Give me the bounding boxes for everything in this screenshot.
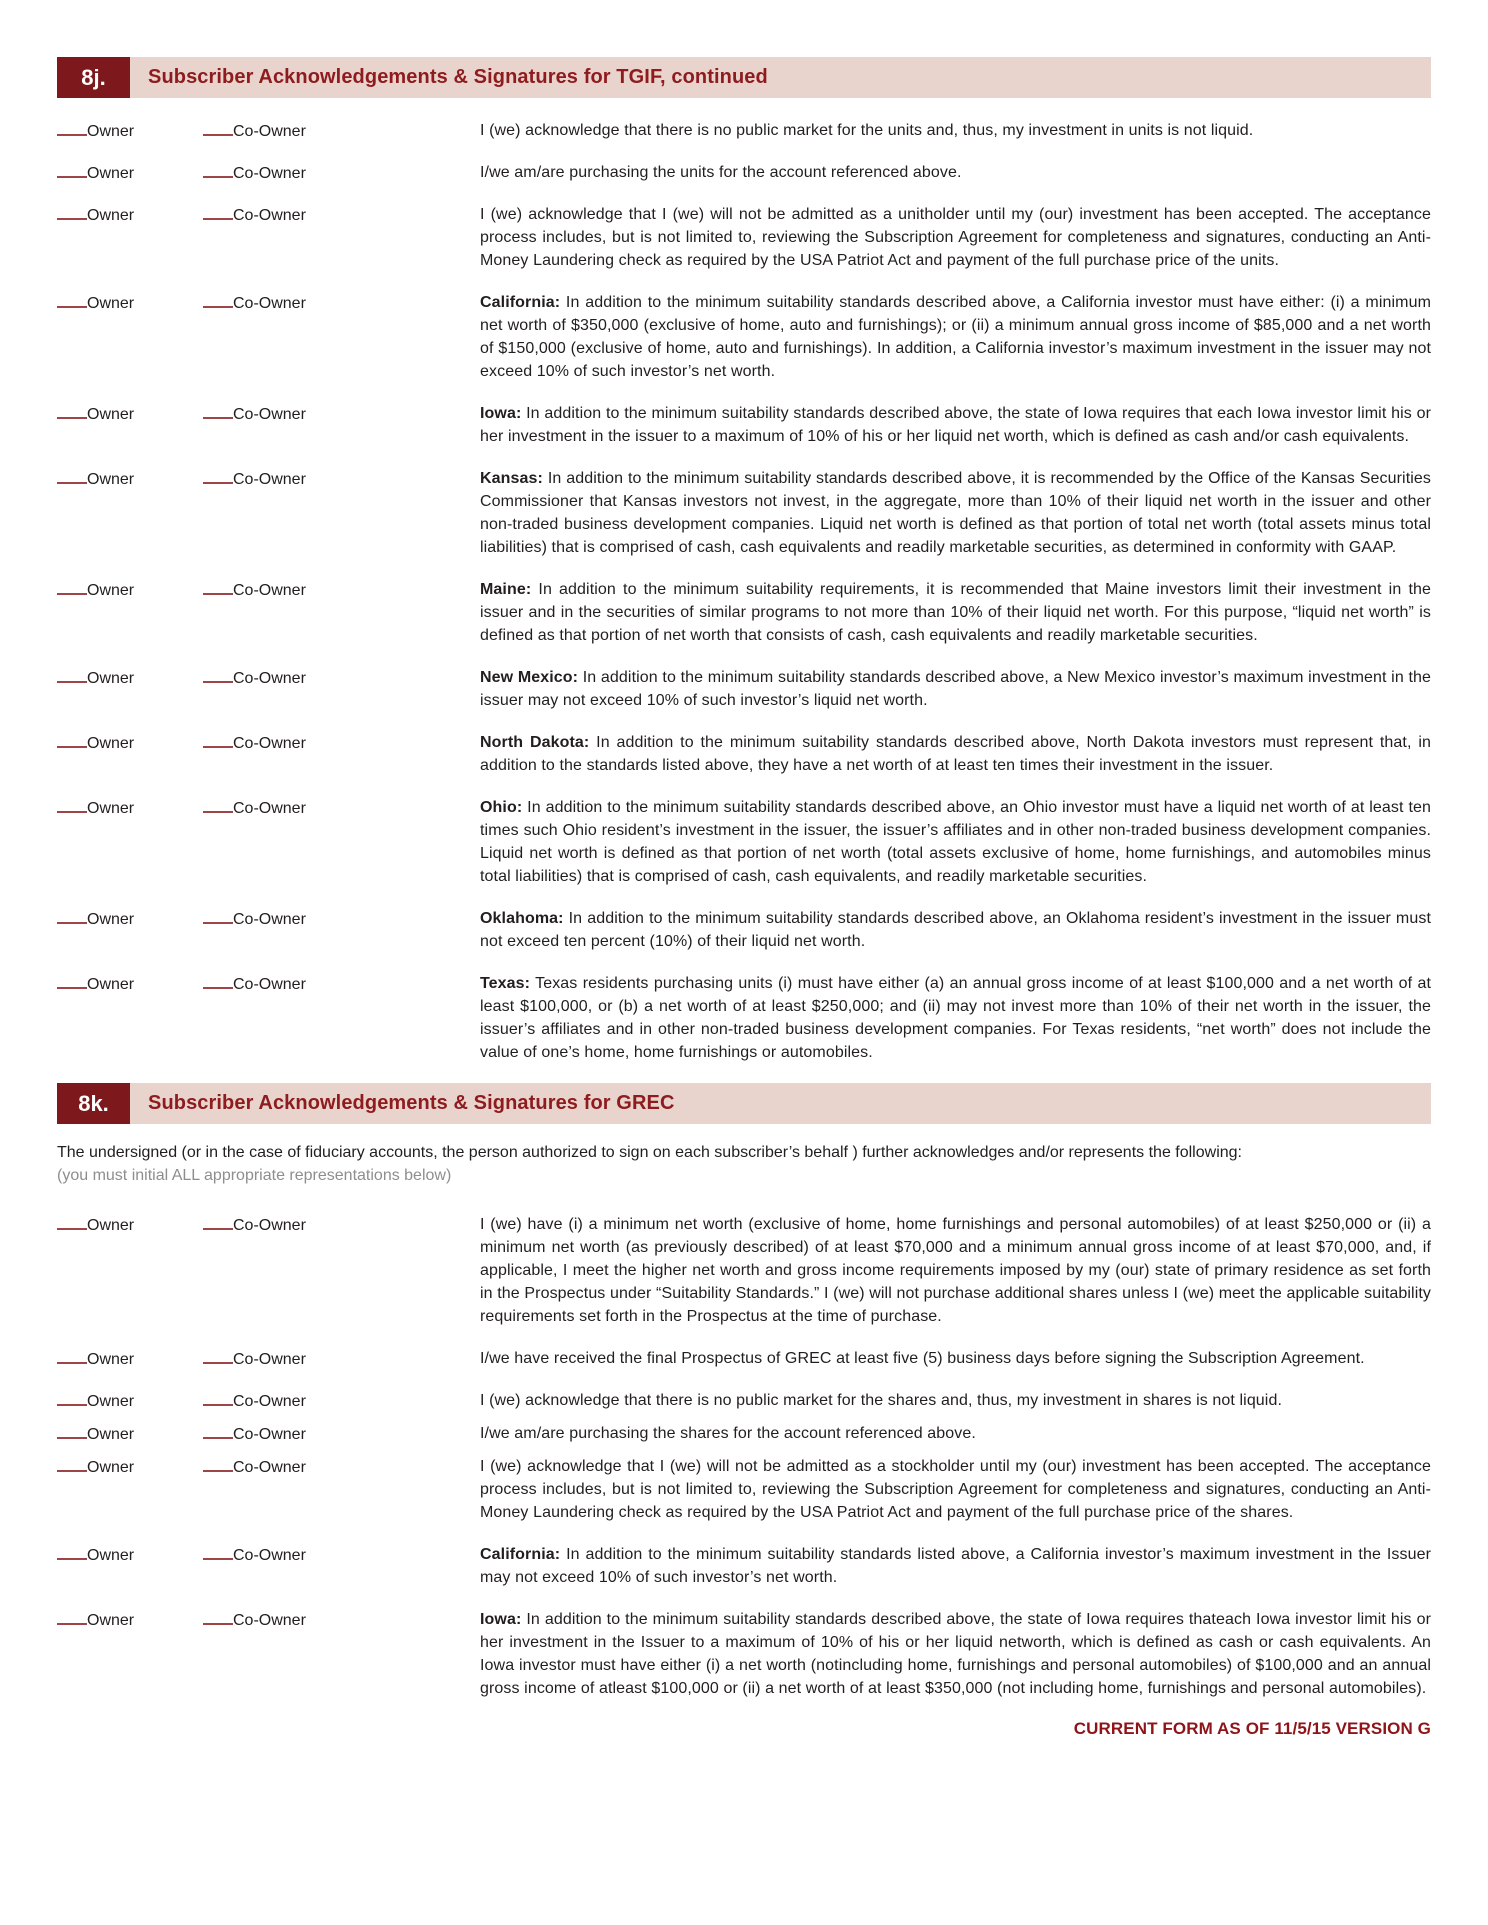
co-owner-initial-line[interactable] (203, 1213, 233, 1230)
acknowledgement-text (480, 796, 1431, 888)
acknowledgement-text (480, 731, 1431, 777)
owner-initial-line[interactable] (57, 1543, 87, 1560)
state-name-bold: Iowa: (480, 405, 522, 422)
acknowledgement-row (57, 119, 1431, 142)
acknowledgement-row (57, 291, 1431, 383)
acknowledgement-body: In addition to the minimum suitability standards described above, a New Mexico investor’s maximum investment in the issuer may not exceed 10% of such investor’s liquid net worth. (480, 669, 1432, 709)
co-owner-initial-field[interactable] (203, 578, 480, 647)
acknowledgement-body: I/we am/are purchasing the shares for the account referenced above. (480, 1425, 976, 1442)
acknowledgement-row (57, 1213, 1431, 1328)
section-8j-rows (57, 119, 1431, 1064)
owner-initial-line[interactable] (57, 1455, 87, 1472)
owner-label: Owner (87, 123, 135, 140)
co-owner-initial-field[interactable] (203, 907, 480, 953)
co-owner-initial-field[interactable] (203, 291, 480, 383)
co-owner-label: Co-Owner (233, 471, 306, 488)
co-owner-label: Co-Owner (233, 1547, 306, 1564)
co-owner-initial-field[interactable] (203, 1543, 480, 1589)
owner-label: Owner (87, 1459, 135, 1476)
form-version-text: CURRENT FORM AS OF 11/5/15 VERSION G (1073, 1719, 1431, 1738)
acknowledgement-row (57, 402, 1431, 448)
owner-label: Owner (87, 911, 135, 928)
section-title-8j: Subscriber Acknowledgements & Signatures for TGIF, continued (148, 66, 768, 88)
owner-label: Owner (87, 582, 135, 599)
owner-initial-field[interactable] (57, 907, 203, 953)
co-owner-initial-field[interactable] (203, 1422, 480, 1445)
co-owner-label: Co-Owner (233, 911, 306, 928)
state-name-bold: North Dakota: (480, 734, 590, 751)
section-8k-rows (57, 1213, 1431, 1700)
co-owner-initial-line[interactable] (203, 731, 233, 748)
acknowledgement-body: In addition to the minimum suitability standards described above, the state of Iowa requires thateach Iowa investor limit his or her investment in the Issuer to a maximum of 10% of his or her liquid networth, which is defined as cash or cash equivalents. An Iowa investor must have either (i) a net worth (notincluding home, furnishings and personal automobiles) of $100,000 and an annual gross income of atleast $100,000 or (ii) a net worth of at least $350,000 (not including home, furnishings and personal automobiles). (480, 1611, 1431, 1697)
owner-label: Owner (87, 295, 135, 312)
owner-label: Owner (87, 207, 135, 224)
acknowledgement-text (480, 578, 1431, 647)
acknowledgement-text (480, 1389, 1431, 1412)
co-owner-label: Co-Owner (233, 123, 306, 140)
acknowledgement-body: I (we) acknowledge that I (we) will not be admitted as a stockholder until my (our) investment has been accepted. The acceptance process includes, but is not limited to, reviewing the Subscription Agreement for completeness and signatures, conducting an Anti-Money Laundering check as required by the USA Patriot Act and payment of the full purchase price of the shares. (480, 1458, 1431, 1521)
owner-initial-field[interactable] (57, 731, 203, 777)
section-header-8j (57, 57, 1431, 98)
co-owner-label: Co-Owner (233, 735, 306, 752)
co-owner-initial-line[interactable] (203, 972, 233, 989)
co-owner-initial-line[interactable] (203, 1422, 233, 1439)
acknowledgement-body: I/we have received the final Prospectus of GREC at least five (5) business days before signing the Subscription Agreement. (480, 1350, 1365, 1367)
acknowledgement-row (57, 1422, 1431, 1445)
acknowledgement-body: Texas residents purchasing units (i) must have either (a) an annual gross income of at least $100,000 and a net worth of at least $100,000, or (b) a net worth of at least $250,000; and (ii) may not invest more than 10% of their net worth in the issuer, the issuer’s affiliates and in other non-traded business development companies. For Texas residents, “net worth” does not include the value of one’s home, home furnishings or automobiles. (480, 975, 1431, 1061)
acknowledgement-row (57, 161, 1431, 184)
co-owner-initial-line[interactable] (203, 1543, 233, 1560)
state-name-bold: California: (480, 1546, 561, 1563)
state-name-bold: Maine: (480, 581, 532, 598)
owner-label: Owner (87, 165, 135, 182)
acknowledgement-row (57, 666, 1431, 712)
co-owner-label: Co-Owner (233, 1426, 306, 1443)
co-owner-label: Co-Owner (233, 406, 306, 423)
owner-initial-field[interactable] (57, 972, 203, 1064)
section-title-8k: Subscriber Acknowledgements & Signatures for GREC (148, 1092, 675, 1114)
acknowledgement-text (480, 1422, 1431, 1445)
acknowledgement-body: In addition to the minimum suitability standards described above, it is recommended by the Office of the Kansas Securities Commissioner that Kansas investors not invest, in the aggregate, more than 10% of their liquid net worth in the issuer and other non-traded business development companies. Liquid net worth is defined as that portion of total net worth (total assets minus total liabilities) that is comprised of cash, cash equivalents and readily marketable securities, as determined in conformity with GAAP. (480, 470, 1431, 556)
co-owner-label: Co-Owner (233, 670, 306, 687)
owner-label: Owner (87, 471, 135, 488)
owner-initial-field[interactable] (57, 1389, 203, 1412)
co-owner-initial-line[interactable] (203, 203, 233, 220)
acknowledgement-row (57, 731, 1431, 777)
co-owner-initial-field[interactable] (203, 161, 480, 184)
co-owner-initial-field[interactable] (203, 119, 480, 142)
co-owner-label: Co-Owner (233, 1393, 306, 1410)
owner-initial-field[interactable] (57, 578, 203, 647)
co-owner-initial-field[interactable] (203, 666, 480, 712)
owner-label: Owner (87, 976, 135, 993)
acknowledgement-text (480, 402, 1431, 448)
acknowledgement-body: In addition to the minimum suitability requirements, it is recommended that Maine investors limit their investment in the issuer and in the securities of similar programs to not more than 10% of their liquid net worth. For this purpose, “liquid net worth” is defined as that portion of net worth that consists of cash, cash equivalents and readily marketable securities. (480, 581, 1431, 644)
owner-initial-field[interactable] (57, 291, 203, 383)
co-owner-initial-line[interactable] (203, 1608, 233, 1625)
owner-initial-field[interactable] (57, 1213, 203, 1328)
acknowledgement-text (480, 1455, 1431, 1524)
state-name-bold: Iowa: (480, 1611, 522, 1628)
intro-acknowledgement-text: The undersigned (or in the case of fiduciary accounts, the person authorized to sign on each subscriber’s behalf ) further acknowledges and/or represents the following: (57, 1144, 1242, 1161)
co-owner-label: Co-Owner (233, 1612, 306, 1629)
owner-initial-line[interactable] (57, 907, 87, 924)
acknowledgement-body: I/we am/are purchasing the units for the account referenced above. (480, 164, 962, 181)
co-owner-label: Co-Owner (233, 976, 306, 993)
co-owner-label: Co-Owner (233, 1217, 306, 1234)
owner-initial-line[interactable] (57, 666, 87, 683)
owner-label: Owner (87, 1426, 135, 1443)
acknowledgement-body: In addition to the minimum suitability standards described above, North Dakota investors must represent that, in addition to the standards listed above, they have a net worth of at least ten times their investment in the issuer. (480, 734, 1431, 774)
owner-initial-field[interactable] (57, 1543, 203, 1589)
owner-initial-line[interactable] (57, 161, 87, 178)
acknowledgement-text (480, 1347, 1431, 1370)
co-owner-initial-field[interactable] (203, 731, 480, 777)
state-name-bold: Kansas: (480, 470, 543, 487)
co-owner-initial-line[interactable] (203, 666, 233, 683)
co-owner-initial-field[interactable] (203, 1347, 480, 1370)
section-header-8k (57, 1083, 1431, 1124)
co-owner-initial-line[interactable] (203, 796, 233, 813)
owner-initial-line[interactable] (57, 578, 87, 595)
owner-initial-field[interactable] (57, 1347, 203, 1370)
owner-initial-line[interactable] (57, 972, 87, 989)
owner-initial-line[interactable] (57, 1213, 87, 1230)
owner-initial-line[interactable] (57, 1389, 87, 1406)
owner-initial-line[interactable] (57, 119, 87, 136)
owner-initial-line[interactable] (57, 467, 87, 484)
acknowledgement-text (480, 291, 1431, 383)
co-owner-initial-field[interactable] (203, 796, 480, 888)
owner-initial-field[interactable] (57, 203, 203, 272)
owner-initial-field[interactable] (57, 161, 203, 184)
owner-initial-field[interactable] (57, 1455, 203, 1524)
acknowledgement-row (57, 1347, 1431, 1370)
owner-initial-field[interactable] (57, 119, 203, 142)
acknowledgement-body: In addition to the minimum suitability standards described above, an Oklahoma resident’s investment in the issuer must not exceed ten percent (10%) of their liquid net worth. (480, 910, 1431, 950)
owner-initial-line[interactable] (57, 291, 87, 308)
owner-initial-field[interactable] (57, 467, 203, 559)
section-8k (57, 1083, 1431, 1700)
acknowledgement-row (57, 578, 1431, 647)
owner-label: Owner (87, 670, 135, 687)
co-owner-initial-line[interactable] (203, 1455, 233, 1472)
acknowledgement-text (480, 1213, 1431, 1328)
co-owner-initial-line[interactable] (203, 1347, 233, 1364)
owner-label: Owner (87, 1351, 135, 1368)
co-owner-initial-field[interactable] (203, 972, 480, 1064)
co-owner-initial-field[interactable] (203, 203, 480, 272)
co-owner-initial-field[interactable] (203, 467, 480, 559)
co-owner-label: Co-Owner (233, 295, 306, 312)
state-name-bold: Texas: (480, 975, 531, 992)
acknowledgement-text (480, 203, 1431, 272)
acknowledgement-body: I (we) have (i) a minimum net worth (exclusive of home, home furnishings and personal automobiles) of at least $250,000 or (ii) a minimum net worth (as previously described) of at least $70,000 and a minimum annual gross income of at least $70,000, and, if applicable, I meet the higher net worth and gross income requirements imposed by my (our) state of primary residence as set forth in the Prospectus under “Suitability Standards.” I (we) will not purchase additional shares unless I (we) meet the applicable suitability requirements set forth in the Prospectus at the time of purchase. (480, 1216, 1431, 1325)
co-owner-initial-field[interactable] (203, 1455, 480, 1524)
acknowledgement-body: In addition to the minimum suitability standards described above, an Ohio investor must have a liquid net worth of at least ten times such Ohio resident’s investment in the issuer, the issuer’s affiliates and in other non-traded business development companies. Liquid net worth is defined as that portion of net worth (total assets exclusive of home, home furnishings, and automobiles minus total liabilities) that is comprised of cash, cash equivalents, and readily marketable securities. (480, 799, 1431, 885)
owner-initial-line[interactable] (57, 1347, 87, 1364)
co-owner-initial-line[interactable] (203, 1389, 233, 1406)
state-name-bold: California: (480, 294, 561, 311)
acknowledgement-body: In addition to the minimum suitability standards described above, a California investor must have either: (i) a minimum net worth of $350,000 (exclusive of home, auto and furnishings); or (ii) a minimum annual gross income of $85,000 and a net worth of $150,000 (exclusive of home, auto and furnishings). In addition, a California investor’s maximum investment in the issuer may not exceed 10% of such investor’s net worth. (480, 294, 1431, 380)
section-8j (57, 57, 1431, 1064)
acknowledgement-text (480, 467, 1431, 559)
co-owner-initial-line[interactable] (203, 578, 233, 595)
acknowledgement-body: I (we) acknowledge that there is no public market for the units and, thus, my investment in units is not liquid. (480, 122, 1254, 139)
owner-label: Owner (87, 735, 135, 752)
state-name-bold: New Mexico: (480, 669, 579, 686)
acknowledgement-text (480, 161, 1431, 184)
owner-initial-line[interactable] (57, 731, 87, 748)
acknowledgement-body: In addition to the minimum suitability standards listed above, a California investor’s maximum investment in the Issuer may not exceed 10% of such investor’s net worth. (480, 1546, 1431, 1586)
owner-label: Owner (87, 1612, 135, 1629)
owner-initial-line[interactable] (57, 796, 87, 813)
owner-initial-line[interactable] (57, 1608, 87, 1625)
acknowledgement-row (57, 1543, 1431, 1589)
acknowledgement-text (480, 1608, 1431, 1700)
acknowledgement-row (57, 1389, 1431, 1412)
acknowledgement-row (57, 1608, 1431, 1700)
co-owner-initial-field[interactable] (203, 1608, 480, 1700)
co-owner-label: Co-Owner (233, 582, 306, 599)
co-owner-initial-line[interactable] (203, 161, 233, 178)
co-owner-initial-line[interactable] (203, 467, 233, 484)
co-owner-label: Co-Owner (233, 165, 306, 182)
co-owner-initial-field[interactable] (203, 1213, 480, 1328)
acknowledgement-row (57, 972, 1431, 1064)
acknowledgement-text (480, 907, 1431, 953)
owner-label: Owner (87, 1393, 135, 1410)
owner-label: Owner (87, 800, 135, 817)
owner-initial-field[interactable] (57, 796, 203, 888)
co-owner-label: Co-Owner (233, 800, 306, 817)
co-owner-initial-line[interactable] (203, 119, 233, 136)
section-number-8j: 8j. (57, 57, 130, 98)
owner-initial-field[interactable] (57, 1422, 203, 1445)
acknowledgement-row (57, 907, 1431, 953)
co-owner-label: Co-Owner (233, 1351, 306, 1368)
owner-label: Owner (87, 1217, 135, 1234)
acknowledgement-row (57, 467, 1431, 559)
owner-initial-field[interactable] (57, 666, 203, 712)
co-owner-label: Co-Owner (233, 207, 306, 224)
acknowledgement-row (57, 203, 1431, 272)
state-name-bold: Oklahoma: (480, 910, 564, 927)
co-owner-initial-field[interactable] (203, 402, 480, 448)
owner-initial-field[interactable] (57, 1608, 203, 1700)
co-owner-label: Co-Owner (233, 1459, 306, 1476)
owner-initial-line[interactable] (57, 203, 87, 220)
state-name-bold: Ohio: (480, 799, 523, 816)
acknowledgement-body: I (we) acknowledge that I (we) will not be admitted as a unitholder until my (our) investment has been accepted. The acceptance process includes, but is not limited to, reviewing the Subscription Agreement for completeness and signatures, conducting an Anti-Money Laundering check as required by the USA Patriot Act and payment of the full purchase price of the units. (480, 206, 1431, 269)
owner-initial-field[interactable] (57, 402, 203, 448)
owner-initial-line[interactable] (57, 1422, 87, 1439)
section-number-8k: 8k. (57, 1083, 130, 1124)
owner-label: Owner (87, 406, 135, 423)
acknowledgement-text (480, 972, 1431, 1064)
acknowledgement-text (480, 666, 1431, 712)
acknowledgement-text (480, 119, 1431, 142)
intro-initial-instruction: (you must initial ALL appropriate representations below) (57, 1167, 452, 1184)
acknowledgement-row (57, 796, 1431, 888)
acknowledgement-row (57, 1455, 1431, 1524)
co-owner-initial-line[interactable] (203, 291, 233, 308)
co-owner-initial-line[interactable] (203, 907, 233, 924)
co-owner-initial-field[interactable] (203, 1389, 480, 1412)
co-owner-initial-line[interactable] (203, 402, 233, 419)
acknowledgement-body: In addition to the minimum suitability standards described above, the state of Iowa requires that each Iowa investor limit his or her investment in the issuer to a maximum of 10% of his or her liquid net worth, which is defined as cash and/or cash equivalents. (480, 405, 1431, 445)
owner-initial-line[interactable] (57, 402, 87, 419)
owner-label: Owner (87, 1547, 135, 1564)
section-8k-intro (57, 1141, 1431, 1187)
acknowledgement-body: I (we) acknowledge that there is no public market for the shares and, thus, my investment in shares is not liquid. (480, 1392, 1283, 1409)
acknowledgement-text (480, 1543, 1431, 1589)
